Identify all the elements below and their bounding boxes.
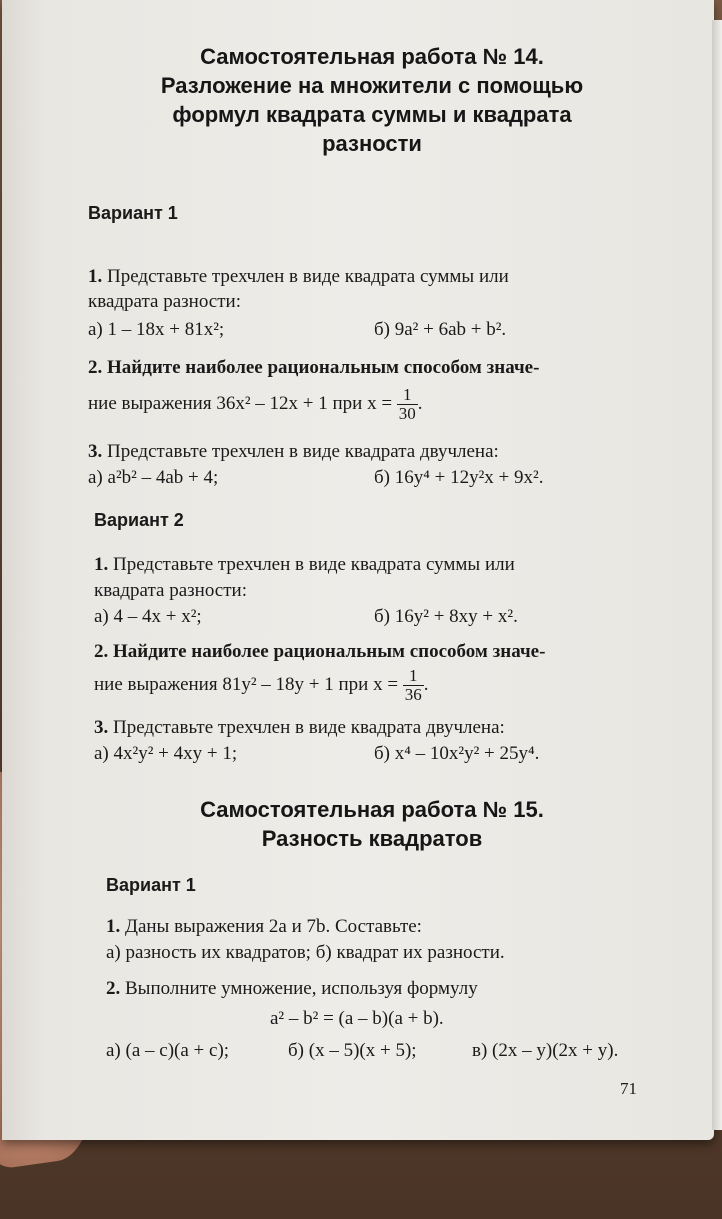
work14-v2-task1	[94, 553, 515, 577]
work14-v2-task3	[94, 716, 505, 740]
task-text: Представьте трехчлен в виде квадрата двучлена:	[107, 441, 499, 462]
work14-v2-task2	[94, 640, 545, 664]
task-number: 2.	[88, 357, 103, 378]
task-number: 1.	[106, 916, 121, 937]
work14-v1-task1	[88, 265, 509, 289]
work14-v2-task1-a: а) 4 – 4x + x²;	[94, 606, 202, 627]
page-content	[2, 0, 714, 1140]
fraction	[397, 386, 418, 423]
work14-v1-task2-cont: ние выражения 36x² – 12x + 1 при x = $\frac{1}{30}$ .	[88, 385, 423, 424]
work15-v1-task2	[106, 977, 478, 1001]
work15-title	[122, 795, 622, 853]
task-text: ние выражения 36x² – 12x + 1 при x =	[88, 393, 393, 414]
work14-v1-task1-b: б) 9a² + 6ab + b².	[374, 319, 507, 340]
fraction-numerator: 1	[397, 386, 418, 405]
work14-v1-task1-a: а) 1 – 18x + 81x²;	[88, 319, 225, 340]
work14-v2-task1-b: б) 16y² + 8xy + x².	[374, 606, 518, 627]
work14-v1-task3-b: б) 16y⁴ + 12y²x + 9x².	[374, 467, 544, 488]
book-page	[2, 0, 714, 1140]
fraction-denominator: 36	[404, 685, 422, 705]
work14-title-line3: формул квадрата суммы и квадрата	[172, 102, 572, 127]
work14-v2-heading: Вариант 2	[94, 510, 184, 530]
work15-v1-task2-a: а) (a – c)(a + c);	[106, 1040, 230, 1061]
work15-v1-formula: a² – b² = (a – b)(a + b).	[270, 1008, 444, 1029]
task-text: Выполните умножение, используя формулу	[125, 978, 478, 999]
task-number: 1.	[88, 266, 103, 287]
task-text: Найдите наиболее рациональным способом значе-	[107, 357, 540, 378]
work14-v1-heading: Вариант 1	[88, 203, 178, 223]
work14-v2-task3-a: а) 4x²y² + 4xy + 1;	[94, 743, 238, 764]
fraction-denominator: 30	[398, 404, 416, 424]
work14-title-line1: Самостоятельная работа № 14.	[200, 44, 544, 69]
task-number: 3.	[94, 717, 109, 738]
work14-v2-task2-cont: ние выражения 81y² – 18y + 1 при x = $\frac{1}{36}$ .	[94, 666, 429, 705]
work14-v2-task1-cont: квадрата разности:	[94, 580, 247, 601]
work14-v1-task3-a: а) a²b² – 4ab + 4;	[88, 467, 219, 488]
work15-v1-heading: Вариант 1	[106, 875, 196, 895]
work15-title-line2: Разность квадратов	[261, 826, 483, 851]
work15-v1-task2-c: в) (2x – y)(2x + y).	[472, 1040, 619, 1061]
task-text: Представьте трехчлен в виде квадрата суммы или	[107, 266, 509, 287]
fraction	[403, 667, 424, 704]
work14-title-line2: Разложение на множители с помощью	[160, 73, 584, 98]
work14-title	[92, 42, 652, 158]
task-text: ние выражения 81y² – 18y + 1 при x =	[94, 674, 399, 695]
task-text: Найдите наиболее рациональным способом значе-	[113, 641, 546, 662]
task-text: Представьте трехчлен в виде квадрата суммы или	[113, 554, 515, 575]
work14-title-line4: разности	[322, 131, 422, 156]
work14-v2-task3-b: б) x⁴ – 10x²y² + 25y⁴.	[374, 743, 540, 764]
work15-v1-task2-b: б) (x – 5)(x + 5);	[288, 1040, 417, 1061]
task-number: 1.	[94, 554, 109, 575]
task-number: 2.	[94, 641, 109, 662]
task-text: Представьте трехчлен в виде квадрата двучлена:	[113, 717, 505, 738]
work15-v1-task1	[106, 915, 422, 939]
task-number: 3.	[88, 441, 103, 462]
work14-v1-task3	[88, 440, 499, 464]
work14-v1-task2	[88, 356, 539, 380]
work14-v1-task1-cont: квадрата разности:	[88, 291, 241, 312]
work15-v1-task1-a: а) разность их квадратов; б) квадрат их разности.	[106, 942, 505, 963]
fraction-numerator: 1	[403, 667, 424, 686]
task-text: Даны выражения 2a и 7b. Составьте:	[125, 916, 422, 937]
task-number: 2.	[106, 978, 121, 999]
work15-title-line1: Самостоятельная работа № 15.	[200, 797, 544, 822]
page-number: 71	[620, 1079, 637, 1098]
